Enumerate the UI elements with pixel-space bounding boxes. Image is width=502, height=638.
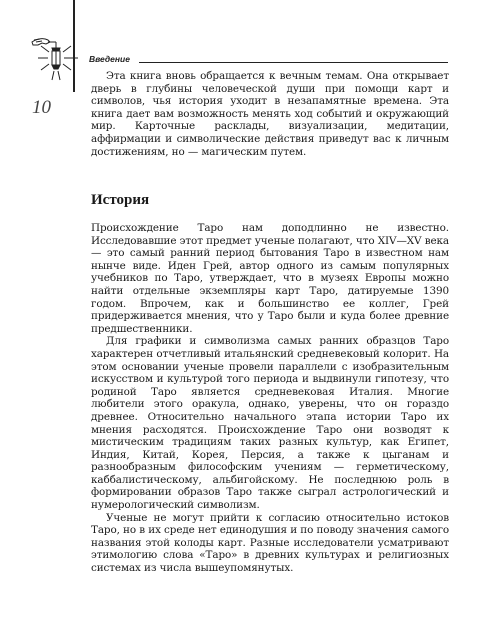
- body-paragraph-1: Происхождение Таро нам доподлинно не известно. Исследовавшие этот предмет ученые полагают, что XIV—XV века — это самый ранний период бытования Таро в известном нам нынче виде. Иден Грей, автор одного из самым популярных учебников по Таро, утверждает, что в музеях Европы можно найти отдельные экземпляры карт Таро, датируемые 1390 годом. Впрочем, как и большинство ее коллег, Грей придерживается мнения, что у Таро были и куда более древние предшественники.: [91, 222, 449, 335]
- intro-paragraph: Эта книга вновь обращается к вечным темам. Она открывает дверь в глубины человеческой души при помощи карт и символов, чья история уходит в незапамятные времена. Эта книга дает вам возможность менять ход событий и окружающий мир. Карточные расклады, визуализации, медитации, аффирмации и символические действия приведут вас к личным достижениям, но — магическим путем.: [91, 70, 449, 158]
- header-rule: [139, 62, 448, 63]
- body-paragraph-3: Ученые не могут прийти к согласию относительно истоков Таро, но в их среде нет единодушия и по поводу значения самого названия этой колоды карт. Разные исследователи усматривают этимологию слова «Таро» в древних культурах и религиозных системах из числа вышеупомянутых.: [91, 511, 449, 575]
- running-title: Введение: [89, 54, 130, 64]
- body-paragraph-2: Для графики и символизма самых ранних образцов Таро характерен отчетливый итальянский средневековый колорит. На этом основании ученые провели параллели с изобразительным искусством и культурой того периода и выдвинули гипотезу, что родиной Таро является средневековая Италия. Многие любители этого оракула, однако, уверены, что он гораздо древнее. Относительно начального этапа истории Таро их мнения расходятся. Происхождение Таро они возводят к мистическим традициям таких разных культур, как Египет, Индия, Китай, Корея, Персия, а также к цыганам и разнообразным философским учениям — герметическому, каббалистическому, альбигойскому. Не последнюю роль в формировании образов Таро также сыграл астрологический и нумерологический символизм.: [91, 335, 449, 512]
- page-number: 10: [32, 97, 51, 118]
- hand-lantern-icon: [30, 36, 88, 84]
- section-body: [91, 222, 449, 575]
- section-title: История: [91, 192, 150, 208]
- intro-block: [91, 70, 449, 158]
